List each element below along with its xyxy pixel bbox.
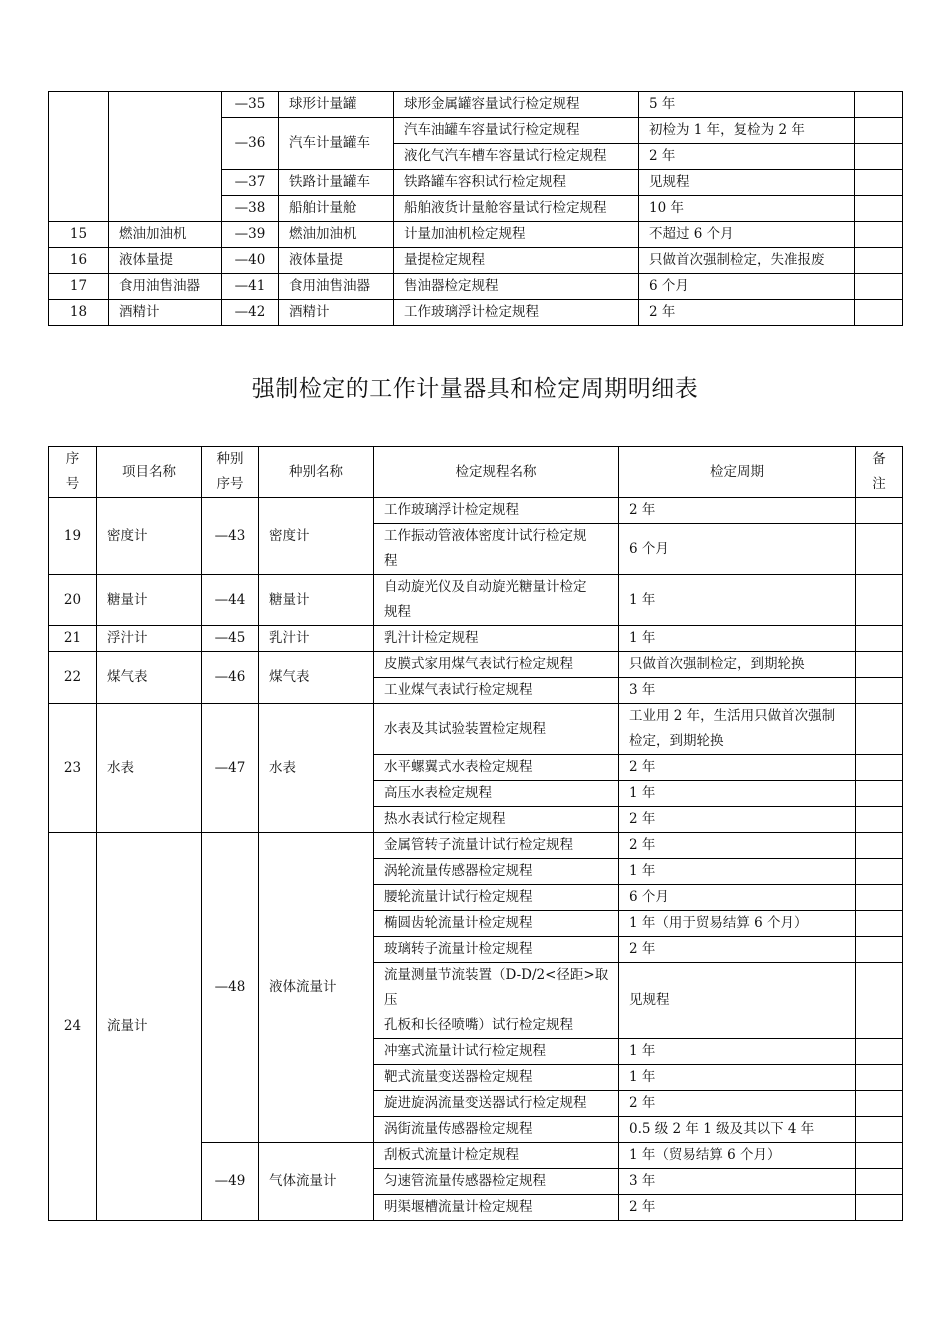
period-cell: 1 年（用于贸易结算 6 个月） <box>619 911 856 937</box>
seq-cell: 16 <box>49 248 109 274</box>
table-row <box>49 222 903 248</box>
period-cell: 6 个月 <box>619 524 856 575</box>
item-cell: 燃油加油机 <box>109 222 222 248</box>
period-cell: 见规程 <box>619 963 856 1039</box>
table-row <box>49 652 903 678</box>
note-cell <box>856 911 903 937</box>
type-cell: 汽车计量罐车 <box>279 118 394 170</box>
reg-cell: 售油器检定规程 <box>394 274 639 300</box>
seq-cell: 24 <box>49 833 97 1221</box>
table-row <box>49 626 903 652</box>
code-cell: —47 <box>202 704 259 833</box>
period-cell: 2 年 <box>639 144 855 170</box>
code-cell: —49 <box>202 1143 259 1221</box>
note-cell <box>856 1065 903 1091</box>
reg-cell: 水表及其试验装置检定规程 <box>374 704 619 755</box>
header-code: 种别 序号 <box>202 447 259 498</box>
table-row <box>49 300 903 326</box>
code-cell: —36 <box>222 118 279 170</box>
reg-cell: 高压水表检定规程 <box>374 781 619 807</box>
period-cell: 1 年 <box>619 575 856 626</box>
table-row <box>49 274 903 300</box>
reg-cell: 工业煤气表试行检定规程 <box>374 678 619 704</box>
item-cell: 浮汁计 <box>97 626 202 652</box>
reg-cell: 刮板式流量计检定规程 <box>374 1143 619 1169</box>
item-cell: 液体量提 <box>109 248 222 274</box>
type-cell: 气体流量计 <box>259 1143 374 1221</box>
note-cell <box>856 1195 903 1221</box>
header-note: 备 注 <box>856 447 903 498</box>
note-cell <box>856 1039 903 1065</box>
reg-cell: 流量测量节流装置（D-D/2<径距>取 压 孔板和长径喷嘴）试行检定规程 <box>374 963 619 1039</box>
note-cell <box>856 524 903 575</box>
seq-cell: 20 <box>49 575 97 626</box>
reg-cell: 皮膜式家用煤气表试行检定规程 <box>374 652 619 678</box>
type-cell: 球形计量罐 <box>279 92 394 118</box>
header-reg: 检定规程名称 <box>374 447 619 498</box>
table-row <box>49 498 903 524</box>
seq-cell: 15 <box>49 222 109 248</box>
note-cell <box>855 274 903 300</box>
seq-cell: 17 <box>49 274 109 300</box>
reg-cell: 计量加油机检定规程 <box>394 222 639 248</box>
reg-cell: 乳汁计检定规程 <box>374 626 619 652</box>
seq-cell: 23 <box>49 704 97 833</box>
period-cell: 3 年 <box>619 678 856 704</box>
period-cell: 5 年 <box>639 92 855 118</box>
table-row <box>49 92 903 118</box>
note-cell <box>856 859 903 885</box>
period-cell: 2 年 <box>619 1091 856 1117</box>
type-cell: 食用油售油器 <box>279 274 394 300</box>
note-cell <box>856 652 903 678</box>
note-cell <box>856 575 903 626</box>
note-cell <box>855 248 903 274</box>
note-cell <box>856 498 903 524</box>
item-cell: 食用油售油器 <box>109 274 222 300</box>
item-cell: 流量计 <box>97 833 202 1221</box>
note-cell <box>856 781 903 807</box>
period-cell: 2 年 <box>619 755 856 781</box>
note-cell <box>855 92 903 118</box>
period-cell: 初检为 1 年，复检为 2 年 <box>639 118 855 144</box>
code-cell: —38 <box>222 196 279 222</box>
note-cell <box>855 300 903 326</box>
code-cell: —46 <box>202 652 259 704</box>
reg-cell: 玻璃转子流量计检定规程 <box>374 937 619 963</box>
item-cell: 糖量计 <box>97 575 202 626</box>
seq-cell: 18 <box>49 300 109 326</box>
table-row <box>49 704 903 755</box>
period-cell: 1 年（贸易结算 6 个月） <box>619 1143 856 1169</box>
header-period: 检定周期 <box>619 447 856 498</box>
note-cell <box>856 937 903 963</box>
reg-cell: 涡街流量传感器检定规程 <box>374 1117 619 1143</box>
type-cell: 液体流量计 <box>259 833 374 1143</box>
header-seq: 序 号 <box>49 447 97 498</box>
seq-cell <box>49 92 109 222</box>
type-cell: 糖量计 <box>259 575 374 626</box>
reg-cell: 水平螺翼式水表检定规程 <box>374 755 619 781</box>
period-cell: 3 年 <box>619 1169 856 1195</box>
code-cell: —44 <box>202 575 259 626</box>
reg-cell: 椭圆齿轮流量计检定规程 <box>374 911 619 937</box>
period-cell: 2 年 <box>619 807 856 833</box>
period-cell: 10 年 <box>639 196 855 222</box>
type-cell: 乳汁计 <box>259 626 374 652</box>
code-cell: —48 <box>202 833 259 1143</box>
reg-cell: 涡轮流量传感器检定规程 <box>374 859 619 885</box>
period-cell: 只做首次强制检定，失准报废 <box>639 248 855 274</box>
code-cell: —35 <box>222 92 279 118</box>
item-cell <box>109 92 222 222</box>
reg-cell: 工作振动管液体密度计试行检定规 程 <box>374 524 619 575</box>
header-type: 种别名称 <box>259 447 374 498</box>
type-cell: 燃油加油机 <box>279 222 394 248</box>
code-cell: —37 <box>222 170 279 196</box>
reg-cell: 冲塞式流量计试行检定规程 <box>374 1039 619 1065</box>
reg-cell: 汽车油罐车容量试行检定规程 <box>394 118 639 144</box>
period-cell: 见规程 <box>639 170 855 196</box>
period-cell: 1 年 <box>619 859 856 885</box>
period-cell: 2 年 <box>639 300 855 326</box>
note-cell <box>856 704 903 755</box>
reg-cell: 量提检定规程 <box>394 248 639 274</box>
item-cell: 酒精计 <box>109 300 222 326</box>
instrument-table <box>48 446 903 1221</box>
period-cell: 6 个月 <box>619 885 856 911</box>
reg-cell: 自动旋光仪及自动旋光糖量计检定 规程 <box>374 575 619 626</box>
item-cell: 煤气表 <box>97 652 202 704</box>
type-cell: 船舶计量舱 <box>279 196 394 222</box>
note-cell <box>856 1169 903 1195</box>
type-cell: 液体量提 <box>279 248 394 274</box>
period-cell: 2 年 <box>619 833 856 859</box>
code-cell: —41 <box>222 274 279 300</box>
note-cell <box>856 833 903 859</box>
period-cell: 1 年 <box>619 1065 856 1091</box>
table-continued <box>48 91 903 326</box>
table-row <box>49 575 903 626</box>
note-cell <box>856 885 903 911</box>
code-cell: —43 <box>202 498 259 575</box>
reg-cell: 船舶液货计量舱容量试行检定规程 <box>394 196 639 222</box>
period-cell: 不超过 6 个月 <box>639 222 855 248</box>
note-cell <box>856 807 903 833</box>
seq-cell: 21 <box>49 626 97 652</box>
type-cell: 铁路计量罐车 <box>279 170 394 196</box>
reg-cell: 腰轮流量计试行检定规程 <box>374 885 619 911</box>
period-cell: 只做首次强制检定，到期轮换 <box>619 652 856 678</box>
code-cell: —42 <box>222 300 279 326</box>
period-cell: 1 年 <box>619 1039 856 1065</box>
code-cell: —40 <box>222 248 279 274</box>
table-row <box>49 248 903 274</box>
seq-cell: 19 <box>49 498 97 575</box>
note-cell <box>856 1091 903 1117</box>
note-cell <box>856 755 903 781</box>
reg-cell: 热水表试行检定规程 <box>374 807 619 833</box>
type-cell: 煤气表 <box>259 652 374 704</box>
reg-cell: 匀速管流量传感器检定规程 <box>374 1169 619 1195</box>
note-cell <box>855 196 903 222</box>
reg-cell: 金属管转子流量计试行检定规程 <box>374 833 619 859</box>
period-cell: 2 年 <box>619 498 856 524</box>
reg-cell: 铁路罐车容积试行检定规程 <box>394 170 639 196</box>
period-cell: 2 年 <box>619 937 856 963</box>
reg-cell: 工作玻璃浮计检定规程 <box>374 498 619 524</box>
reg-cell: 工作玻璃浮计检定规程 <box>394 300 639 326</box>
type-cell: 酒精计 <box>279 300 394 326</box>
note-cell <box>855 118 903 144</box>
reg-cell: 液化气汽车槽车容量试行检定规程 <box>394 144 639 170</box>
reg-cell: 靶式流量变送器检定规程 <box>374 1065 619 1091</box>
type-cell: 密度计 <box>259 498 374 575</box>
note-cell <box>856 963 903 1039</box>
reg-cell: 明渠堰槽流量计检定规程 <box>374 1195 619 1221</box>
item-cell: 水表 <box>97 704 202 833</box>
period-cell: 6 个月 <box>639 274 855 300</box>
table-row <box>49 833 903 859</box>
note-cell <box>856 678 903 704</box>
type-cell: 水表 <box>259 704 374 833</box>
note-cell <box>855 222 903 248</box>
note-cell <box>855 144 903 170</box>
seq-cell: 22 <box>49 652 97 704</box>
reg-cell: 球形金属罐容量试行检定规程 <box>394 92 639 118</box>
header-item: 项目名称 <box>97 447 202 498</box>
period-cell: 工业用 2 年，生活用只做首次强制 检定，到期轮换 <box>619 704 856 755</box>
page-title: 强制检定的工作计量器具和检定周期明细表 <box>251 376 699 402</box>
code-cell: —45 <box>202 626 259 652</box>
note-cell <box>856 1117 903 1143</box>
table-header <box>49 447 903 498</box>
item-cell: 密度计 <box>97 498 202 575</box>
period-cell: 1 年 <box>619 626 856 652</box>
period-cell: 0.5 级 2 年 1 级及其以下 4 年 <box>619 1117 856 1143</box>
note-cell <box>856 626 903 652</box>
period-cell: 1 年 <box>619 781 856 807</box>
code-cell: —39 <box>222 222 279 248</box>
period-cell: 2 年 <box>619 1195 856 1221</box>
reg-cell: 旋进旋涡流量变送器试行检定规程 <box>374 1091 619 1117</box>
note-cell <box>855 170 903 196</box>
note-cell <box>856 1143 903 1169</box>
